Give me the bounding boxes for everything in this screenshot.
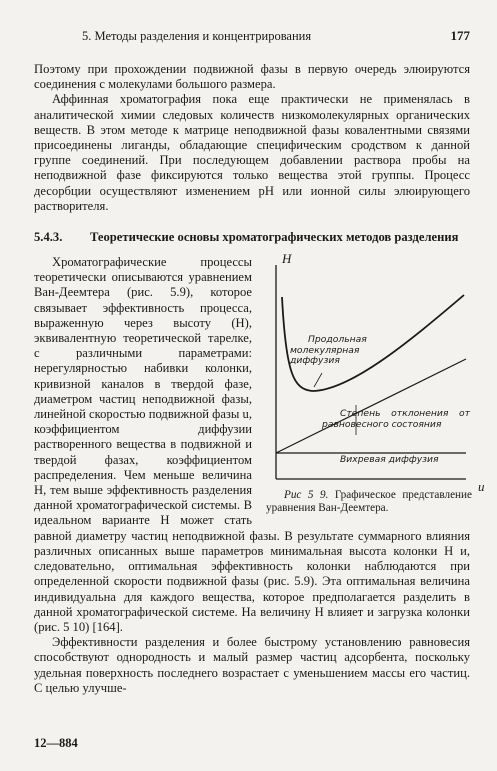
running-head: [34, 28, 470, 44]
page-number: 177: [450, 28, 470, 43]
figure-caption: [266, 489, 472, 514]
paragraph-3: [34, 251, 485, 635]
longitudinal-diffusion-label: Продольная молекулярная диффузия: [290, 334, 367, 367]
text-with-figure: [34, 251, 485, 635]
equilibrium-deviation-label: Степень отклонения от равновесного состояния: [322, 408, 470, 430]
diffusion-leader: [314, 373, 322, 387]
running-head-section: 5. Методы разделения и концентрирования: [82, 29, 312, 43]
x-axis-label: u: [478, 479, 485, 495]
section-number: 5.4.3.: [34, 230, 63, 245]
eddy-diffusion-label: Вихревая диффузия: [340, 454, 439, 466]
paragraph-4: Эффективности разделения и более быстрому установлению равновесия способствуют однородность и малый размер частиц адсорбента, поскольку удельная поверхность последнего возрастает с уменьшением массы его частиц. С целью улучше-: [34, 635, 470, 695]
page-body: [34, 28, 485, 696]
section-title: Теоретические основы хроматографических методов разделения: [90, 230, 459, 245]
paragraph-1: Поэтому при прохождении подвижной фазы в первую очередь элюируются соединения с молекулами большого размера.: [34, 62, 470, 92]
equilibrium-line: [276, 359, 466, 453]
van-deemter-figure: [260, 251, 485, 519]
paragraph-2: Аффинная хроматография пока еще практически не применялась в аналитической химии следовых количеств низкомолекулярных органических веществ. В этом методе к матрице неподвижной фазы ковалентными связями присоединены лиганды, обладающие специфическим сродством к данной группе соединений. При последующем добавлении раствора пробы на неподвижной фазе фиксируются только вещества этой группы. Процесс десорбции осуществляют изменением pH или ионной силы элюирующего растворителя.: [34, 92, 470, 213]
figure-caption-ref: Рис 5 9.: [284, 489, 329, 502]
signature-mark: 12—884: [34, 736, 78, 750]
y-axis-label: H: [282, 251, 292, 267]
section-heading: [34, 230, 470, 245]
figure-caption-text: Графическое представление уравнения Ван-Деемтера.: [266, 489, 472, 514]
paragraph-3-text: Хроматографические процессы теоретически описываются уравнением Ван-Деемтера (рис. 5.9), которое связывает эффективность процесса, выраженную через высоту (H), эквивалентную теоретической тарелке, с различными параметрами: нерегулярностью набивки колонки, кривизной каналов в твердой фазе, диаметром частиц неподвижной фазы, линейной скоростью подвижной фазы u, коэффициентом диффузии растворенного вещества в подвижной и твердой фазах, коэффициентом распределения. Чем меньше величина H, тем выше эффективность разделения данной хроматографической системы. В идеальном варианте H может стать равной диаметру частиц неподвижной фазы. В результате суммарного влияния различных описанных выше параметров минимальная высота колонки H и, следовательно, оптимальная эффективность колонки наблюдаются при определенной скорости подвижной фазы (рис. 5.9). Эта оптимальная величина индивидуальна для каждого вещества, которое предполагается разделить в данной хроматографической системе. На величину H влияет и загрузка колонки (рис. 5 10) [164].: [34, 255, 470, 634]
